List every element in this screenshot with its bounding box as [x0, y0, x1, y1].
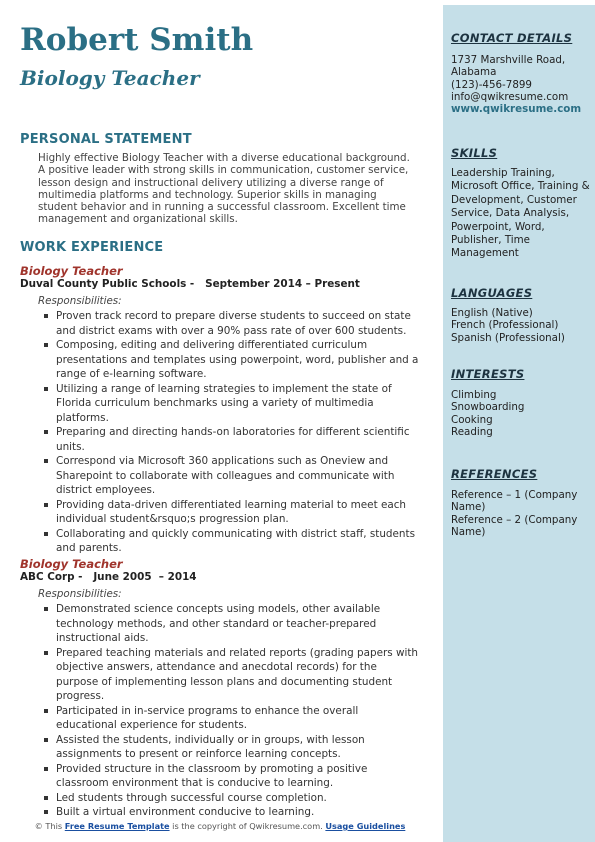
work-experience-heading: WORK EXPERIENCE — [20, 240, 164, 255]
job-role: Biology Teacher — [20, 264, 123, 278]
list-item: French (Professional) — [451, 319, 559, 332]
footer-middle: is the copyright of Qwikresume.com. — [169, 821, 326, 831]
list-item: Correspond via Microsoft 360 applications such as Oneview and Sharepoint to collaborate with colleagues and communicate with district employees. — [56, 454, 422, 498]
list-item: Cooking — [451, 413, 493, 426]
references-list — [451, 489, 591, 538]
list-item: English (Native) — [451, 307, 533, 319]
list-item: Provided structure in the classroom by promoting a positive classroom environment that is conducive to learning. — [56, 762, 422, 791]
footer-prefix: © This — [34, 821, 65, 831]
job-entry — [20, 557, 425, 820]
references-heading: REFERENCES — [451, 467, 538, 481]
contact-phone: (123)-456-7899 — [451, 79, 532, 91]
job-company-dates: Duval County Public Schools - September 2014 – Present — [20, 278, 360, 290]
list-item: Proven track record to prepare diverse students to succeed on state and district exams with over a 90% pass rate of over 600 students. — [56, 309, 422, 338]
list-item: Reference – 2 (Company Name) — [451, 513, 578, 538]
personal-statement-heading: PERSONAL STATEMENT — [20, 132, 192, 147]
list-item: Preparing and directing hands-on laboratories for different scientific units. — [56, 425, 422, 454]
list-item: Built a virtual environment conducive to learning. — [56, 805, 422, 820]
copyright-footer — [0, 821, 440, 831]
responsibilities-list — [20, 309, 425, 556]
list-item: Led students through successful course completion. — [56, 791, 422, 806]
list-item: Composing, editing and delivering differentiated curriculum presentations and templates using powerpoint, word, publisher and a range of e-learning software. — [56, 338, 422, 382]
list-item: Assisted the students, individually or in groups, with lesson assignments to present or reinforce learning concepts. — [56, 733, 422, 762]
job-company-dates: ABC Corp - June 2005 – 2014 — [20, 571, 197, 583]
job-entry — [20, 264, 425, 556]
skills-text: Leadership Training, Microsoft Office, Training & Development, Customer Service, Data Analysis, Powerpoint, Word, Publisher, Time Management — [451, 167, 590, 260]
languages-list — [451, 307, 591, 344]
list-item: Climbing — [451, 389, 497, 401]
list-item: Spanish (Professional) — [451, 331, 565, 344]
skills-heading: SKILLS — [451, 146, 498, 160]
list-item: Collaborating and quickly communicating with district staff, students and parents. — [56, 527, 422, 556]
list-item: Participated in in-service programs to enhance the overall educational experience for students. — [56, 704, 422, 733]
responsibilities-list — [20, 602, 425, 820]
sidebar — [440, 5, 595, 842]
responsibilities-label: Responsibilities: — [38, 295, 122, 307]
job-role: Biology Teacher — [20, 557, 123, 571]
contact-address: 1737 Marshville Road, Alabama — [451, 54, 566, 79]
contact-website[interactable]: www.qwikresume.com — [451, 103, 582, 115]
list-item: Snowboarding — [451, 401, 525, 414]
languages-heading: LANGUAGES — [451, 286, 533, 300]
list-item: Reference – 1 (Company Name) — [451, 489, 578, 514]
personal-statement-text: Highly effective Biology Teacher with a diverse educational background. A positive leader with strong skills in communication, customer service, lesson design and instructional delivery utilizing a diverse range of multimedia platforms and technology. Superior skills in managing student behavior and in running a successful classroom. Excellent time management and organizational skills. — [38, 152, 410, 226]
list-item: Providing data-driven differentiated learning material to meet each individual student&rsquo;s progression plan. — [56, 498, 422, 527]
interests-list — [451, 389, 591, 438]
candidate-title: Biology Teacher — [20, 66, 200, 90]
candidate-name: Robert Smith — [20, 22, 254, 58]
free-resume-template-link[interactable]: Free Resume Template — [64, 821, 170, 831]
responsibilities-label: Responsibilities: — [38, 588, 122, 600]
contact-details-heading: CONTACT DETAILS — [451, 31, 573, 45]
list-item: Utilizing a range of learning strategies to implement the state of Florida curriculum benchmarks using a variety of multimedia platforms. — [56, 382, 422, 426]
interests-heading: INTERESTS — [451, 367, 525, 381]
list-item: Demonstrated science concepts using models, other available technology methods, and other standard or teacher-prepared instructional aids. — [56, 602, 422, 646]
list-item: Prepared teaching materials and related reports (grading papers with objective answers, attendance and anecdotal records) for the purpose of implementing lesson plans and documenting student progress. — [56, 646, 422, 704]
contact-email[interactable]: info@qwikresume.com — [451, 91, 569, 103]
usage-guidelines-link[interactable]: Usage Guidelines — [325, 821, 406, 831]
list-item: Reading — [451, 425, 493, 438]
